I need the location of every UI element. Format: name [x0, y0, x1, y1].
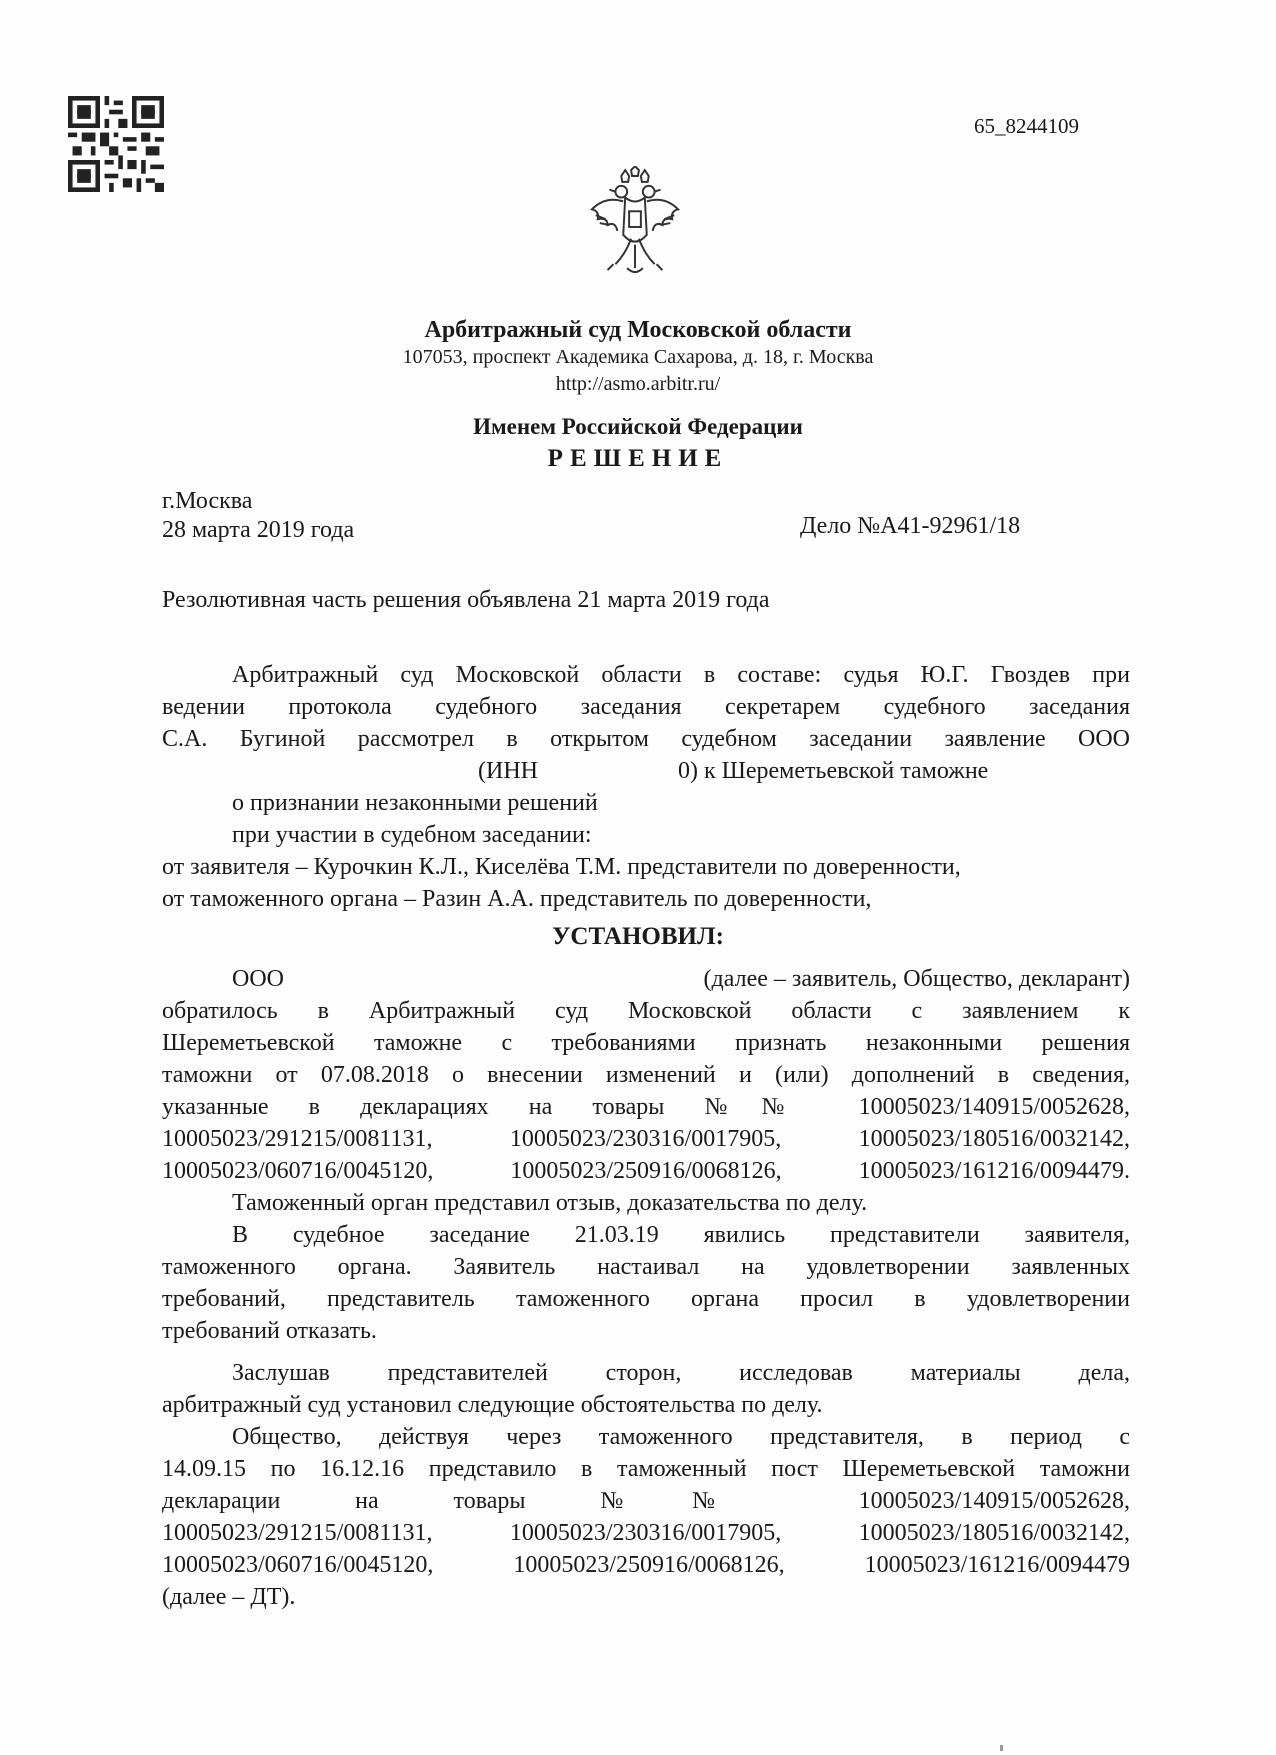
body-line: В судебное заседание 21.03.19 явились представители заявителя, [232, 1222, 1130, 1248]
body-line: 10005023/291215/0081131, 10005023/230316/0017905, 10005023/180516/0032142, [162, 1126, 1130, 1152]
court-url[interactable]: http://asmo.arbitr.ru/ [555, 373, 721, 395]
body-line: 10005023/291215/0081131, 10005023/230316/0017905, 10005023/180516/0032142, [162, 1520, 1130, 1546]
body-line: требований отказать. [162, 1318, 377, 1344]
decision-heading: РЕШЕНИЕ [547, 445, 729, 472]
coat-of-arms-icon [586, 166, 684, 284]
intro-line: при участии в судебном заседании: [232, 822, 592, 848]
ooo-label: ООО [232, 966, 284, 992]
body-line: Заслушав представителей сторон, исследовав материалы дела, [232, 1360, 1130, 1386]
body-line: 10005023/060716/0045120, 10005023/250916/0068126, 10005023/161216/0094479. [162, 1158, 1130, 1184]
established-heading: УСТАНОВИЛ: [552, 923, 724, 950]
document-id: 65_8244109 [974, 114, 1079, 138]
body-line [162, 963, 1130, 995]
scan-mark [1000, 1745, 1003, 1751]
decision-date: 28 марта 2019 года [162, 517, 355, 543]
intro-line: Арбитражный суд Московской области в составе: судья Ю.Г. Гвоздев при [232, 662, 1130, 688]
intro-line: С.А. Бугиной рассмотрел в открытом судебном заседании заявление ООО [162, 726, 1130, 752]
intro-line: от заявителя – Курочкин К.Л., Киселёва Т.М. представители по доверенности, [162, 854, 961, 880]
inn-tail: 0) к Шереметьевской таможне [678, 758, 989, 784]
body-line: Общество, действуя через таможенного представителя, в период с [232, 1424, 1130, 1450]
body-line: обратилось в Арбитражный суд Московской области с заявлением к [162, 998, 1130, 1024]
body-line: 14.09.15 по 16.12.16 представило в таможенный пост Шереметьевской таможни [162, 1456, 1130, 1482]
resolution-line: Резолютивная часть решения объявлена 21 марта 2019 года [162, 587, 770, 613]
body-line: декларации на товары №№ 10005023/140915/0052628, [162, 1488, 1130, 1514]
in-the-name-heading: Именем Российской Федерации [473, 414, 803, 439]
body-line: указанные в декларациях на товары №№ 10005023/140915/0052628, [162, 1094, 1130, 1120]
body-line: Таможенный орган представил отзыв, доказательства по делу. [232, 1190, 868, 1216]
intro-line: ведении протокола судебного заседания секретарем судебного заседания [162, 694, 1130, 720]
body-line: арбитражный суд установил следующие обстоятельства по делу. [162, 1392, 823, 1418]
body-line: Шереметьевской таможне с требованиями признать незаконными решения [162, 1030, 1130, 1056]
body-line: 10005023/060716/0045120, 10005023/250916/0068126, 10005023/161216/0094479 [162, 1552, 1130, 1578]
court-address: 107053, проспект Академика Сахарова, д. 18, г. Москва [402, 346, 874, 368]
party-definitions: (далее – заявитель, Общество, декларант) [703, 966, 1130, 992]
inn-label: (ИНН [478, 758, 538, 784]
body-line: таможни от 07.08.2018 о внесении изменений и (или) дополнений в сведения, [162, 1062, 1130, 1088]
qr-code-icon [68, 96, 164, 192]
intro-line [162, 755, 1130, 787]
intro-line: о признании незаконными решений [232, 790, 598, 816]
body-line: требований, представитель таможенного органа просил в удовлетворении [162, 1286, 1130, 1312]
court-name: Арбитражный суд Московской области [424, 317, 852, 343]
body-line: (далее – ДТ). [162, 1584, 296, 1610]
body-line: таможенного органа. Заявитель настаивал на удовлетворении заявленных [162, 1254, 1130, 1280]
case-number: Дело №А41-92961/18 [800, 513, 1021, 539]
city: г.Москва [162, 488, 253, 514]
intro-line: от таможенного органа – Разин А.А. представитель по доверенности, [162, 886, 872, 912]
